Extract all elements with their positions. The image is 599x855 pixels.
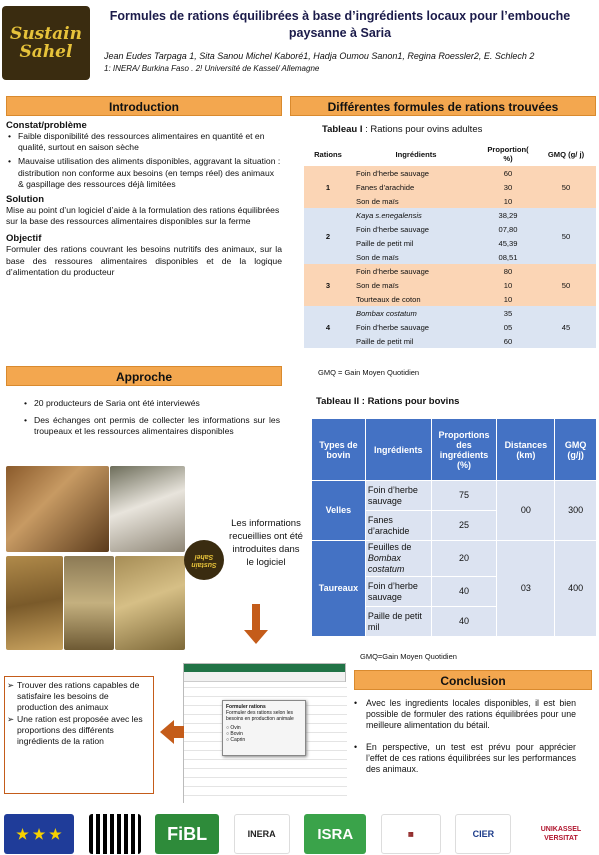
poster-title: Formules de rations équilibrées à base d’ingrédients locaux pour l’embouche paysanne à Saria bbox=[109, 9, 571, 40]
hay-bale-photo bbox=[64, 556, 114, 650]
ingredient-cell: Paille de petit mil bbox=[365, 607, 431, 637]
proportion-cell: 30 bbox=[480, 180, 536, 194]
table-bovins bbox=[311, 418, 597, 637]
ingredient-cell: Foin d’herbe sauvage bbox=[365, 481, 431, 511]
ingredient-cell: Son de maïs bbox=[352, 278, 480, 292]
proportion-cell: 40 bbox=[431, 607, 497, 637]
proportion-cell: 10 bbox=[480, 194, 536, 208]
arrow-left-icon bbox=[160, 720, 174, 744]
proportion-cell: 25 bbox=[431, 511, 497, 541]
col-header: Proportion( %) bbox=[487, 145, 529, 163]
proportion-cell: 75 bbox=[431, 481, 497, 511]
isra-logo: ISRA bbox=[304, 814, 366, 854]
gmq-cell: 400 bbox=[555, 541, 597, 637]
bovin-type-cell: Taureaux bbox=[312, 541, 366, 637]
table-row bbox=[304, 306, 596, 320]
ingredient-cell: Foin d’herbe sauvage bbox=[352, 222, 480, 236]
introduction-section bbox=[6, 120, 282, 278]
unikassel-logo: UNIKASSEL VERSITAT bbox=[540, 826, 582, 842]
ration-number: 2 bbox=[304, 208, 352, 264]
proportion-cell: 20 bbox=[431, 541, 497, 577]
introduction-header: Introduction bbox=[6, 96, 282, 116]
table1-caption: Tableau I : Rations pour ovins adultes bbox=[322, 124, 483, 135]
software-ribbon bbox=[184, 672, 345, 682]
ingredient-cell: Feuilles de Bombax costatum bbox=[365, 541, 431, 577]
sheep-photo bbox=[110, 466, 185, 552]
arrow-shaft bbox=[252, 604, 260, 630]
col-header: Rations bbox=[314, 149, 342, 159]
approche-header: Approche bbox=[6, 366, 282, 386]
list-item: • Avec les ingredients locales disponibles, il est bien possible de formuler des rations équilibrées pour une meilleure alimentation du bétail. bbox=[352, 698, 576, 732]
ingredient-cell: Foin d’herbe sauvage bbox=[352, 320, 480, 334]
col-header: Distances (km) bbox=[497, 419, 555, 481]
dialog-text: Formuler des rations selon les besoins en production animale bbox=[226, 710, 294, 722]
list-item: • 20 producteurs de Saria ont été interviewés bbox=[22, 398, 280, 409]
conclusion-header: Conclusion bbox=[354, 670, 592, 690]
ingredient-cell: Foin d’herbe sauvage bbox=[352, 166, 480, 180]
proportion-cell: 38,29 bbox=[480, 208, 536, 222]
affiliations: 1: INERA/ Burkina Faso . 2! Université de Kassel/ Allemagne bbox=[104, 64, 320, 73]
objectif-title: Objectif bbox=[6, 233, 42, 245]
arrow-down-icon bbox=[244, 630, 268, 644]
dialog-option[interactable]: ○ Ovin bbox=[226, 725, 241, 731]
fodder-photo bbox=[6, 556, 63, 650]
table-row bbox=[304, 264, 596, 278]
ingredient-cell: Bombax costatum bbox=[352, 306, 480, 320]
software-titlebar bbox=[184, 664, 345, 672]
table-row bbox=[312, 541, 597, 577]
approche-side-text: Les informations recueillies ont été introduites dans le logiciel bbox=[229, 518, 303, 568]
table-ovins bbox=[304, 142, 596, 348]
dialog-option[interactable]: ○ Bovin bbox=[226, 731, 243, 737]
table-row bbox=[304, 166, 596, 180]
institute-logo: ▦ bbox=[381, 814, 441, 854]
arrow-left-shaft bbox=[174, 726, 184, 738]
footer-logos bbox=[4, 814, 596, 854]
distance-cell: 03 bbox=[497, 541, 555, 637]
sustain-sahel-small-logo: Sustain Sahel bbox=[184, 540, 224, 580]
ingredient-cell: Son de maïs bbox=[352, 194, 480, 208]
col-header: GMQ (g/ j) bbox=[547, 149, 585, 159]
ration-number: 3 bbox=[304, 264, 352, 306]
proportion-cell: 05 bbox=[480, 320, 536, 334]
list-item: • En perspective, un test est prévu pour apprécier l’effet de ces rations équilibrées sur les performances des animaux. bbox=[352, 742, 576, 776]
ingredient-cell: Tourteaux de coton bbox=[352, 292, 480, 306]
table-row bbox=[304, 208, 596, 222]
col-header: Ingrédients bbox=[395, 149, 437, 159]
software-dialog bbox=[222, 700, 306, 756]
col-header: Ingrédients bbox=[365, 419, 431, 481]
objectif-text: Formuler des rations couvrant les besoins nutritifs des animaux, sur la base des ressoures alimentaires disponibles et de la logique d’alimentation du producteur bbox=[6, 244, 282, 277]
col-header: Types de bovin bbox=[312, 419, 366, 481]
result-item: ➢ Une ration est proposée avec les proportions des différents ingrédients de la ration bbox=[7, 713, 143, 747]
ingredient-cell: Foin d’herbe sauvage bbox=[365, 577, 431, 607]
ingredient-cell: Fanes d’arachide bbox=[365, 511, 431, 541]
fibl-logo: FiBL bbox=[155, 814, 219, 854]
inera-logo: INERA bbox=[234, 814, 290, 854]
ration-number: 4 bbox=[304, 306, 352, 348]
dialog-option[interactable]: ○ Caprin bbox=[226, 737, 246, 743]
table-header-row bbox=[304, 142, 596, 166]
gmq-cell: 45 bbox=[536, 306, 596, 348]
proportion-cell: 60 bbox=[480, 166, 536, 180]
proportion-cell: 10 bbox=[480, 278, 536, 292]
proportion-cell: 40 bbox=[431, 577, 497, 607]
software-screenshot bbox=[183, 663, 346, 803]
constat-list bbox=[6, 131, 282, 190]
table-row bbox=[312, 481, 597, 511]
list-item: • Des échanges ont permis de collecter les informations sur les troupeaux et les ressources alimentaires disponibles bbox=[22, 415, 280, 437]
proportion-cell: 35 bbox=[480, 306, 536, 320]
goats-photo bbox=[6, 466, 109, 552]
proportion-cell: 80 bbox=[480, 264, 536, 278]
solution-text: Mise au point d’un logiciel d’aide à la formulation des rations équilibrées sur la base des ressources alimentaires disponibles sur la ferme bbox=[6, 205, 280, 227]
conclusion-list bbox=[352, 698, 576, 775]
formules-header: Différentes formules de rations trouvées bbox=[290, 96, 596, 116]
solution-title: Solution bbox=[6, 194, 44, 206]
ingredient-cell: Paille de petit mil bbox=[352, 236, 480, 250]
table2-caption: Tableau II : Rations pour bovins bbox=[316, 396, 460, 407]
list-item: • Faible disponibilité des ressources alimentaires en quantité et en qualité, surtout en saison sèche bbox=[6, 131, 282, 153]
table-header-row bbox=[312, 419, 597, 481]
ingredient-cell: Kaya s.enegalensis bbox=[352, 208, 480, 222]
result-item: ➢ Trouver des rations capables de satisfaire les besoins de production des animaux bbox=[7, 680, 140, 713]
straw-photo bbox=[115, 556, 185, 650]
gmq-cell: 50 bbox=[536, 264, 596, 306]
ration-number: 1 bbox=[304, 166, 352, 208]
sustain-sahel-logo: Sustain Sahel bbox=[2, 6, 90, 80]
ingredient-cell: Paille de petit mil bbox=[352, 334, 480, 348]
gmq-cell: 50 bbox=[536, 166, 596, 208]
col-header: GMQ (g/j) bbox=[555, 419, 597, 481]
distance-cell: 00 bbox=[497, 481, 555, 541]
proportion-cell: 07,80 bbox=[480, 222, 536, 236]
proportion-cell: 10 bbox=[480, 292, 536, 306]
gmq-cell: 300 bbox=[555, 481, 597, 541]
ingredient-cell: Son de maïs bbox=[352, 250, 480, 264]
list-item: • Mauvaise utilisation des aliments disponibles, aggravant la situation : distribution non conforme aux besoins (en temps réel) des animaux & gaspillage des ressources déjà limitées bbox=[6, 156, 282, 190]
constat-title: Constat/problème bbox=[6, 120, 87, 131]
col-header: Proportions des ingrédients (%) bbox=[431, 419, 497, 481]
gmq-cell: 50 bbox=[536, 208, 596, 264]
dialog-title: Formuler rations bbox=[226, 704, 266, 710]
results-box bbox=[4, 676, 154, 794]
table2-note: GMQ=Gain Moyen Quotidien bbox=[360, 652, 457, 661]
bovin-type-cell: Velles bbox=[312, 481, 366, 541]
cier-logo: CIER bbox=[455, 814, 511, 854]
table1-note: GMQ = Gain Moyen Quotidien bbox=[318, 368, 420, 377]
eu-flag-icon: ★ ★ ★ bbox=[4, 814, 74, 854]
proportion-cell: 45,39 bbox=[480, 236, 536, 250]
proportion-cell: 60 bbox=[480, 334, 536, 348]
proportion-cell: 08,51 bbox=[480, 250, 536, 264]
approche-list bbox=[22, 398, 280, 438]
ingredient-cell: Foin d’herbe sauvage bbox=[352, 264, 480, 278]
qr-code-icon bbox=[89, 814, 141, 854]
authors: Jean Eudes Tarpaga 1, Sita Sanou Michel Kaboré1, Hadja Oumou Sanon1, Regina Roessler2, E. Schlech 2 bbox=[104, 51, 535, 61]
ingredient-cell: Fanes d’arachide bbox=[352, 180, 480, 194]
